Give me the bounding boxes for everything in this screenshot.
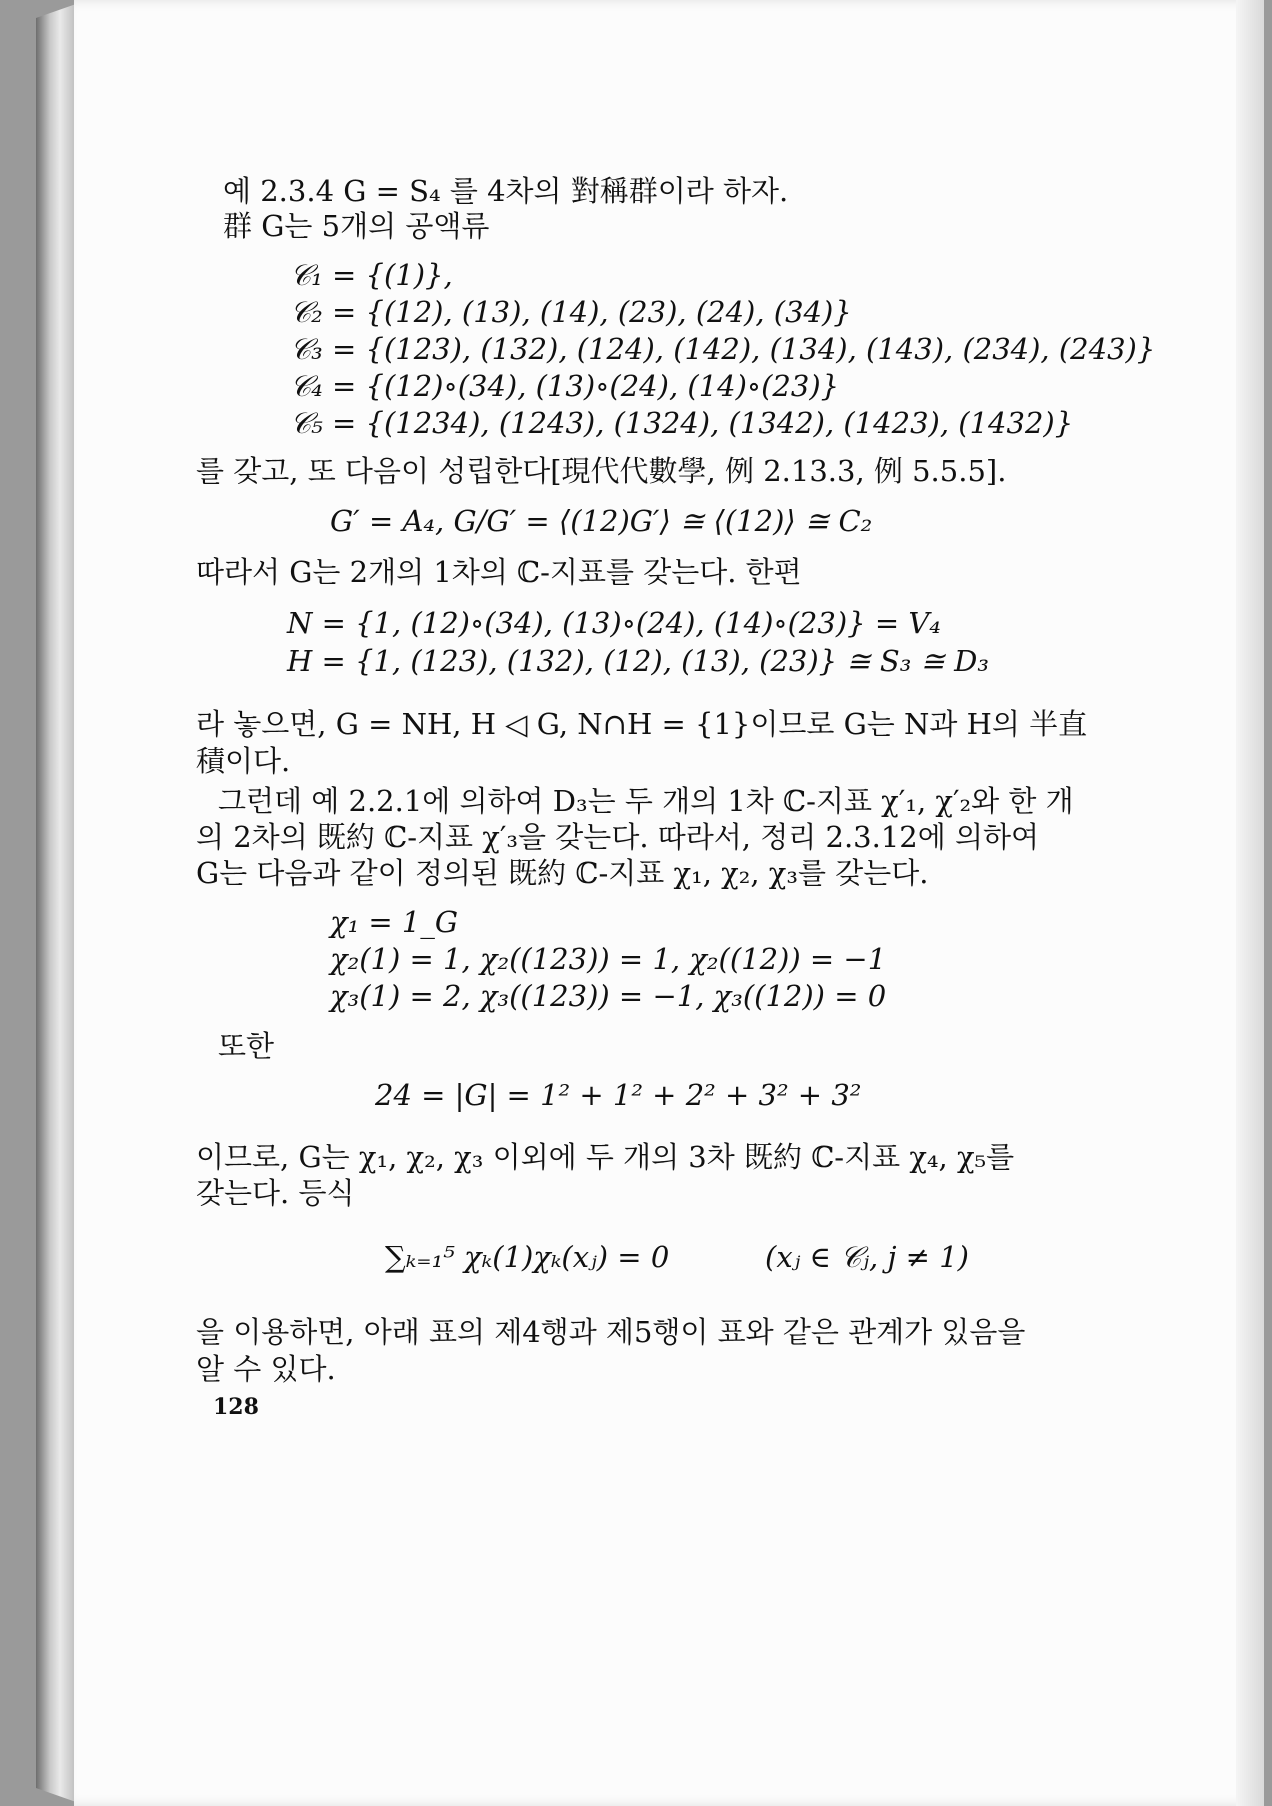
text-line: 이므로, G는 χ₁, χ₂, χ₃ 이외에 두 개의 3차 既約 ℂ-지표 χ₄, χ₅를 — [196, 1140, 1015, 1174]
equation-condition: (xⱼ ∈ 𝒞ⱼ, j ≠ 1) — [765, 1240, 969, 1274]
math-line: N = {1, (12)∘(34), (13)∘(24), (14)∘(23)} = V₄ — [287, 606, 941, 640]
summation-equation: ∑ₖ₌₁⁵ χₖ(1)χₖ(xⱼ) = 0 — [385, 1240, 670, 1274]
math-line: 24 = |G| = 1² + 1² + 2² + 3² + 3² — [375, 1078, 862, 1112]
text-line: 라 놓으면, G = NH, H ◁ G, N∩H = {1}이므로 G는 N과 H의 半直 — [196, 707, 1088, 741]
math-line: 𝒞₃ = {(123), (132), (124), (142), (134), (143), (234), (243)} — [290, 332, 1156, 366]
text-line: 을 이용하면, 아래 표의 제4행과 제5행이 표와 같은 관계가 있음을 — [196, 1315, 1026, 1349]
text-line: 갖는다. 등식 — [196, 1176, 355, 1210]
book-spine — [36, 4, 76, 1802]
page-edge-shade — [1236, 0, 1264, 1806]
text-line: 그런데 예 2.2.1에 의하여 D₃는 두 개의 1차 ℂ-지표 χ′₁, χ′₂와 한 개 — [218, 784, 1074, 818]
math-line: 𝒞₅ = {(1234), (1243), (1324), (1342), (1423), (1432)} — [290, 406, 1074, 440]
text-line: 또한 — [218, 1029, 275, 1063]
page-number: 128 — [213, 1394, 259, 1420]
text-line: 를 갖고, 또 다음이 성립한다[現代代數學, 例 2.13.3, 例 5.5.5]. — [196, 454, 1007, 488]
math-line: 𝒞₄ = {(12)∘(34), (13)∘(24), (14)∘(23)} — [290, 369, 840, 403]
math-line: χ₃(1) = 2, χ₃((123)) = −1, χ₃((12)) = 0 — [330, 979, 887, 1013]
math-line: 𝒞₂ = {(12), (13), (14), (23), (24), (34)} — [290, 295, 852, 329]
book-page — [74, 0, 1264, 1806]
text-line: 알 수 있다. — [196, 1352, 336, 1386]
math-line: χ₂(1) = 1, χ₂((123)) = 1, χ₂((12)) = −1 — [330, 942, 887, 976]
text-line: 의 2차의 既約 ℂ-지표 χ′₃을 갖는다. 따라서, 정리 2.3.12에 의하여 — [196, 820, 1040, 854]
math-line: 𝒞₁ = {(1)}, — [290, 258, 453, 292]
math-line: G′ = A₄, G/G′ = ⟨(12)G′⟩ ≅ ⟨(12)⟩ ≅ C₂ — [330, 504, 873, 538]
text-line: 따라서 G는 2개의 1차의 ℂ-지표를 갖는다. 한편 — [196, 555, 802, 589]
text-line: 積이다. — [196, 744, 291, 778]
math-line: H = {1, (123), (132), (12), (13), (23)} ≅ S₃ ≅ D₃ — [287, 644, 989, 678]
example-heading: 예 2.3.4 G = S₄ 를 4차의 對稱群이라 하자. — [223, 174, 789, 208]
math-line: χ₁ = 1_G — [330, 905, 459, 939]
text-line: 群 G는 5개의 공액류 — [223, 209, 490, 243]
text-line: G는 다음과 같이 정의된 既約 ℂ-지표 χ₁, χ₂, χ₃를 갖는다. — [196, 856, 929, 890]
